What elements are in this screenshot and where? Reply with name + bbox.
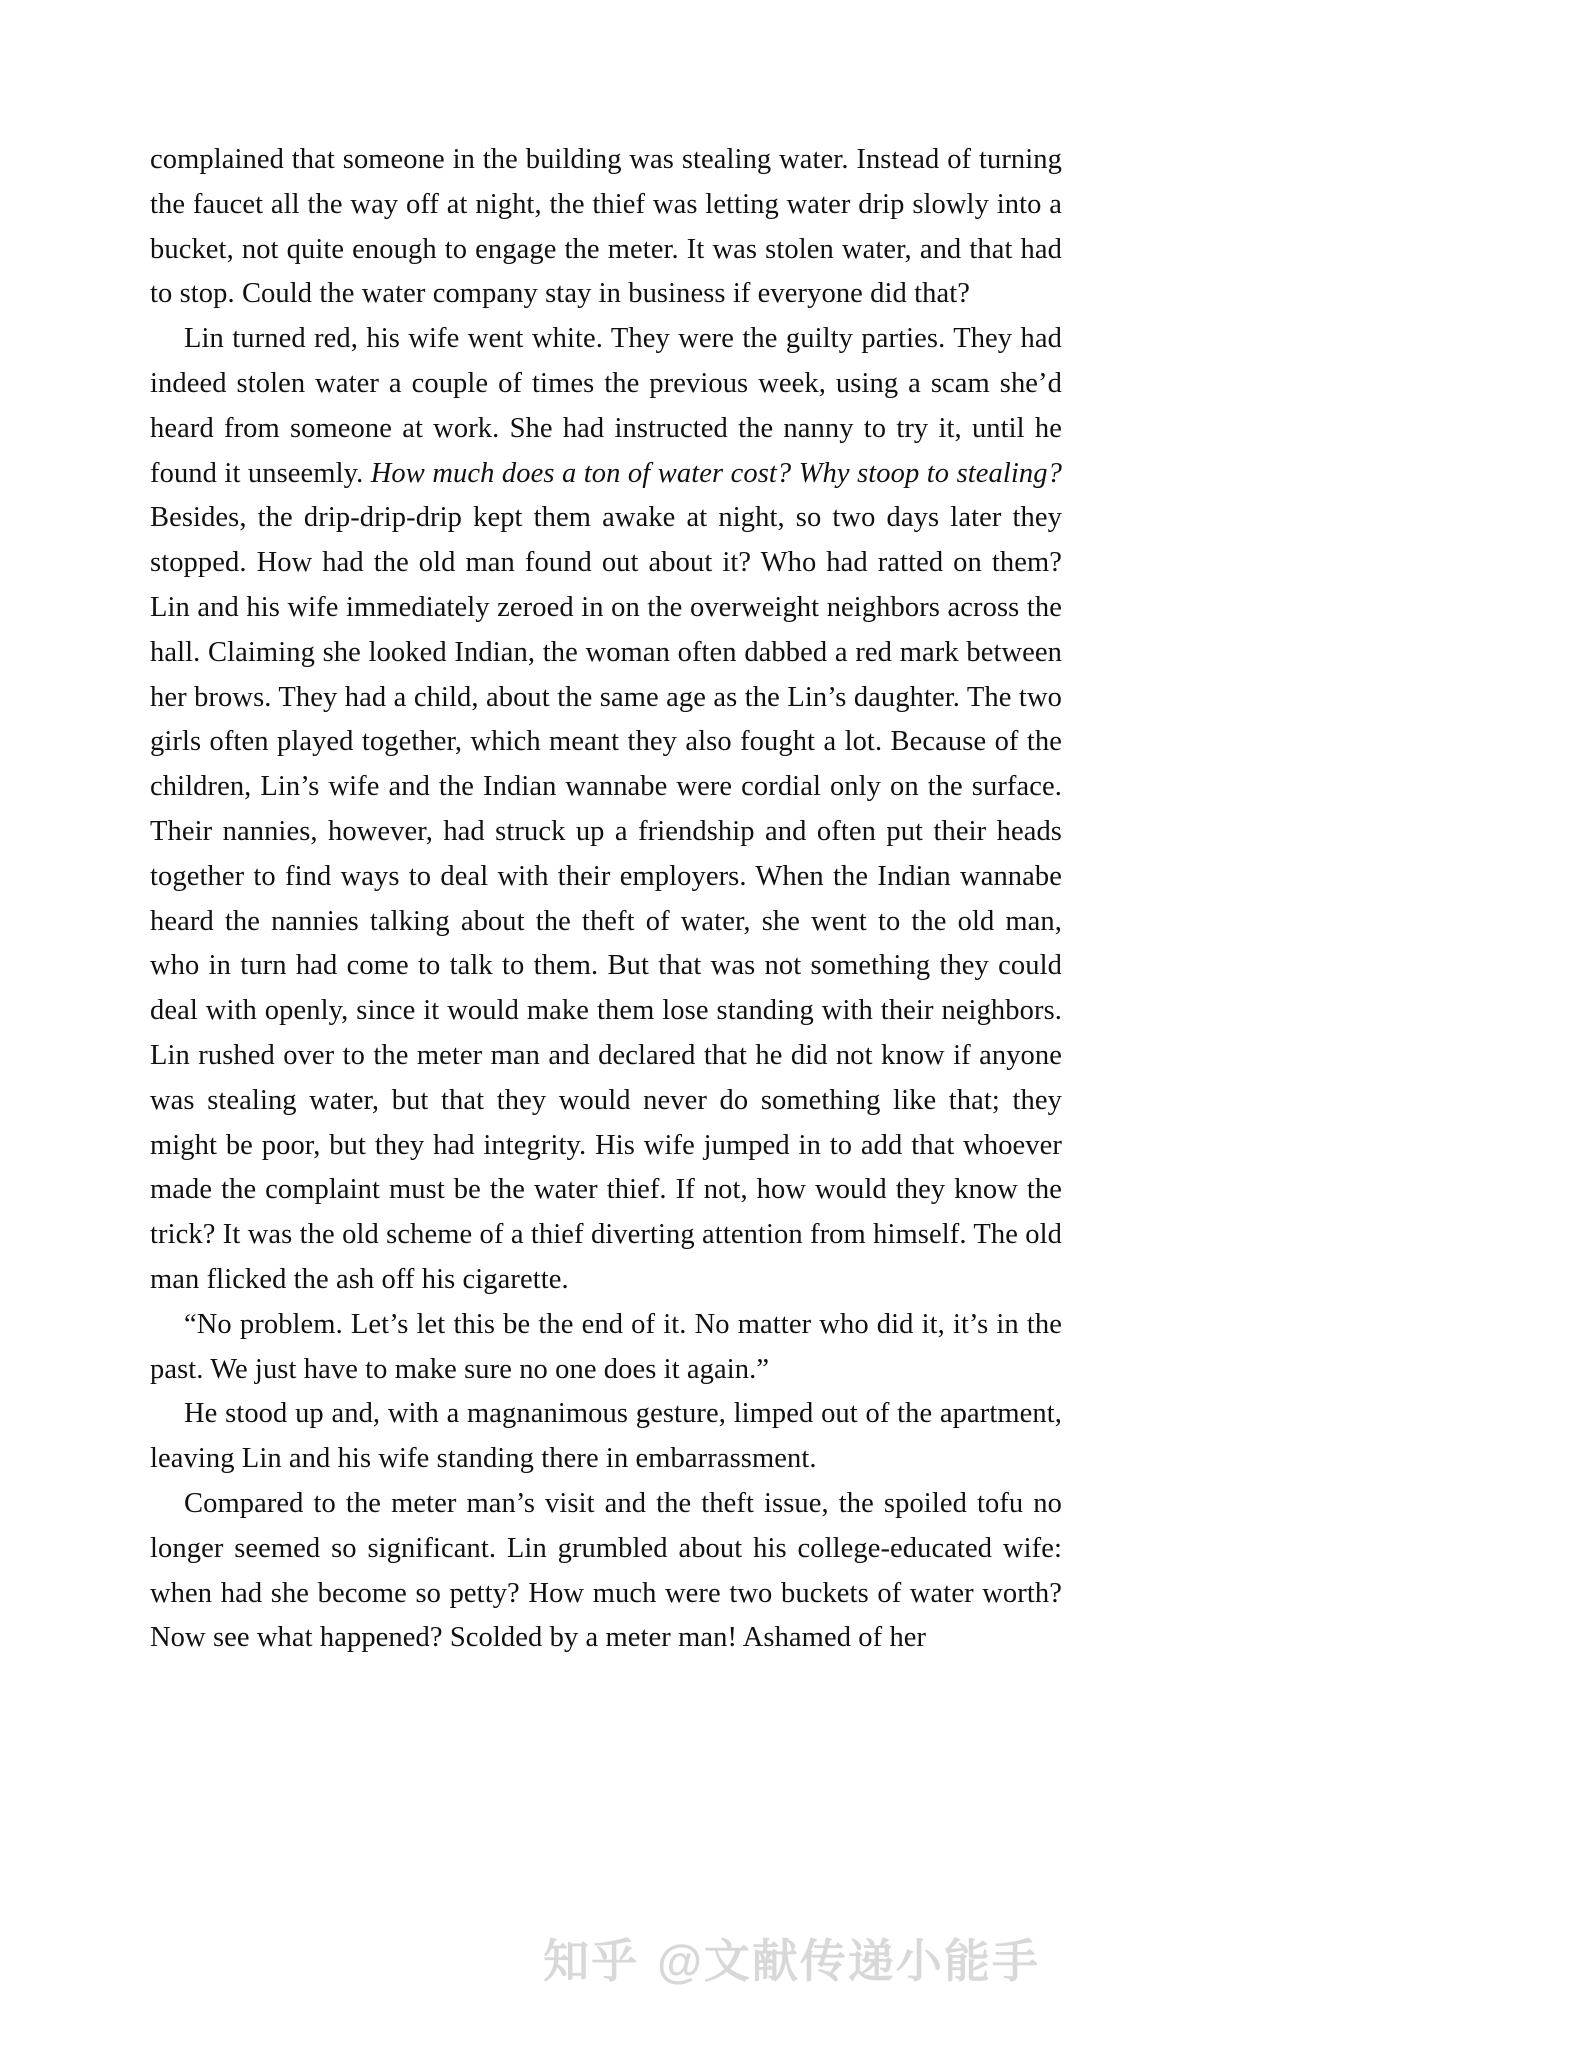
paragraph: Lin turned red, his wife went white. They were the guilty parties. They had indeed stolen water a couple of times the previous week, using a scam she’d heard from someone at work. She had instructed the nanny to try it, until he found it unseemly. How much does a ton of water cost? Why stoop to stealing? Besides, the drip-drip-drip kept them awake at night, so two days later they stopped. How had the old man found out about it? Who had ratted on them? Lin and his wife immediately zeroed in on the overweight neighbors across the hall. Claiming she looked Indian, the woman often dabbed a red mark between her brows. They had a child, about the same age as the Lin’s daughter. The two girls often played together, which meant they also fought a lot. Because of the children, Lin’s wife and the Indian wannabe were cordial only on the surface. Their nannies, however, had struck up a friendship and often put their heads together to find ways to deal with their employers. When the Indian wannabe heard the nannies talking about the theft of water, she went to the old man, who in turn had come to talk to them. But that was not something they could deal with openly, since it would make them lose standing with their neighbors. Lin rushed over to the meter man and declared that he did not know if anyone was stealing water, but that they would never do something like that; they might be poor, but they had integrity. His wife jumped in to add that whoever made the complaint must be the water thief. If not, how would they know the trick? It was the old scheme of a thief diverting attention from himself. The old man flicked the ash off his cigarette. bbox=[150, 323, 1062, 1295]
paragraph: “No problem. Let’s let this be the end of it. No matter who did it, it’s in the past. We just have to make sure no one does it again.” bbox=[150, 1308, 1062, 1385]
zhihu-handle-text: @文献传递小能手 bbox=[657, 1935, 1040, 1987]
zhihu-logo-text: 知乎 bbox=[543, 1935, 640, 1987]
paragraph: Compared to the meter man’s visit and the theft issue, the spoiled tofu no longer seemed so significant. Lin grumbled about his college-educated wife: when had she become so petty? How much were two buckets of water worth? Now see what happened? Scolded by a meter man! Ashamed of her bbox=[150, 1487, 1062, 1654]
paragraph: He stood up and, with a magnanimous gesture, limped out of the apartment, leaving Lin and his wife standing there in embarrassment. bbox=[150, 1398, 1062, 1475]
italic-run: How much does a ton of water cost? Why stoop to stealing? bbox=[370, 457, 1062, 489]
body-text-column bbox=[150, 138, 1062, 1661]
zhihu-watermark bbox=[0, 1925, 1583, 1991]
paragraph: complained that someone in the building was stealing water. Instead of turning the faucet all the way off at night, the thief was letting water drip slowly into a bucket, not quite enough to engage the meter. It was stolen water, and that had to stop. Could the water company stay in business if everyone did that? bbox=[150, 144, 1062, 310]
